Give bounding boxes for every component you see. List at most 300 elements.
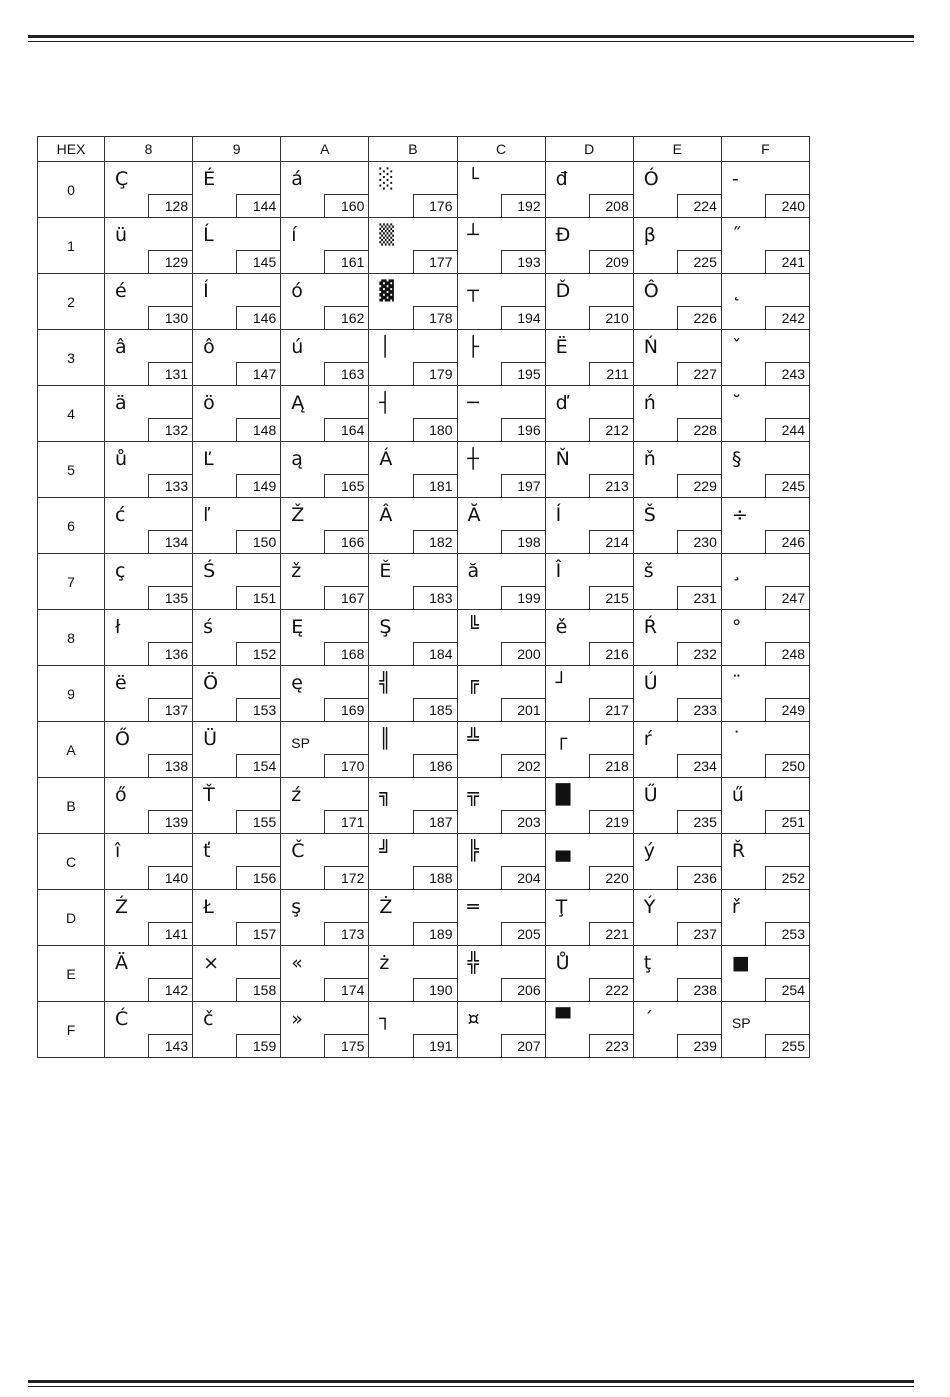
char-cell (721, 610, 809, 666)
decimal-code: 159 (236, 1034, 280, 1057)
char-cell (633, 722, 721, 778)
decimal-code: 198 (501, 530, 545, 553)
char-glyph: Ň (555, 448, 570, 470)
char-glyph: ╦ (467, 784, 479, 806)
decimal-code: 231 (677, 586, 721, 609)
char-cell (193, 162, 281, 218)
decimal-code: 229 (677, 474, 721, 497)
row-hex-label: 5 (38, 442, 105, 498)
decimal-code: 161 (324, 250, 368, 273)
char-glyph: « (291, 952, 303, 974)
char-cell (369, 890, 457, 946)
char-glyph: β (643, 224, 656, 246)
row-hex-label: F (38, 1002, 105, 1058)
char-cell (281, 274, 369, 330)
decimal-code: 187 (413, 810, 457, 833)
decimal-code: 220 (589, 866, 633, 889)
decimal-code: 128 (148, 194, 192, 217)
decimal-code: 251 (765, 810, 809, 833)
char-cell (633, 386, 721, 442)
char-glyph: ├ (467, 336, 479, 358)
char-glyph: ű (731, 784, 744, 806)
char-glyph: É (203, 168, 216, 190)
char-cell (193, 330, 281, 386)
char-cell (633, 946, 721, 1002)
char-cell (105, 722, 193, 778)
decimal-code: 180 (413, 418, 457, 441)
decimal-code: 210 (589, 306, 633, 329)
char-glyph: ž (291, 560, 302, 582)
char-cell (721, 946, 809, 1002)
char-cell (105, 890, 193, 946)
char-cell (105, 442, 193, 498)
decimal-code: 149 (236, 474, 280, 497)
char-cell (457, 274, 545, 330)
decimal-code: 137 (148, 698, 192, 721)
char-glyph: ■ (731, 952, 750, 974)
decimal-code: 200 (501, 642, 545, 665)
char-cell (369, 218, 457, 274)
decimal-code: 253 (765, 922, 809, 945)
decimal-code: 201 (501, 698, 545, 721)
char-cell (545, 890, 633, 946)
char-glyph: ┴ (467, 224, 479, 246)
decimal-code: 173 (324, 922, 368, 945)
char-glyph: Ć (115, 1008, 129, 1030)
char-cell (193, 666, 281, 722)
decimal-code: 250 (765, 754, 809, 777)
char-cell (633, 442, 721, 498)
char-cell (193, 946, 281, 1002)
char-glyph: đ (555, 168, 568, 190)
char-cell (105, 218, 193, 274)
column-header: D (545, 137, 633, 162)
char-glyph: Ý (643, 896, 656, 918)
char-glyph: é (115, 280, 127, 302)
char-cell (369, 722, 457, 778)
decimal-code: 181 (413, 474, 457, 497)
char-cell (721, 834, 809, 890)
decimal-code: 174 (324, 978, 368, 1001)
row-hex-label: 1 (38, 218, 105, 274)
char-glyph: ř (731, 896, 740, 918)
char-cell (193, 274, 281, 330)
char-glyph: ╣ (379, 672, 391, 694)
decimal-code: 218 (589, 754, 633, 777)
table-row (38, 162, 810, 218)
char-cell (281, 1002, 369, 1058)
char-cell (281, 610, 369, 666)
decimal-code: 176 (413, 194, 457, 217)
row-hex-label: 3 (38, 330, 105, 386)
char-glyph: š (643, 560, 654, 582)
char-cell (721, 722, 809, 778)
decimal-code: 186 (413, 754, 457, 777)
char-glyph: ˛ (731, 280, 742, 302)
decimal-code: 236 (677, 866, 721, 889)
char-glyph: ň (643, 448, 656, 470)
char-cell (281, 498, 369, 554)
char-cell (721, 554, 809, 610)
char-glyph: ď (555, 392, 568, 414)
char-glyph: █ (555, 784, 571, 806)
char-cell (545, 834, 633, 890)
char-cell (545, 442, 633, 498)
row-hex-label: 0 (38, 162, 105, 218)
decimal-code: 191 (413, 1034, 457, 1057)
decimal-code: 255 (765, 1034, 809, 1057)
column-header: A (281, 137, 369, 162)
char-cell (105, 386, 193, 442)
decimal-code: 146 (236, 306, 280, 329)
char-glyph: ˝ (731, 224, 742, 246)
decimal-code: 224 (677, 194, 721, 217)
char-cell (193, 554, 281, 610)
char-cell (545, 778, 633, 834)
char-cell (457, 330, 545, 386)
decimal-code: 160 (324, 194, 368, 217)
decimal-code: 167 (324, 586, 368, 609)
char-glyph: Ő (115, 728, 130, 750)
decimal-code: 215 (589, 586, 633, 609)
char-glyph: ┘ (555, 672, 568, 694)
char-cell (633, 610, 721, 666)
char-cell (369, 162, 457, 218)
decimal-code: 221 (589, 922, 633, 945)
char-glyph: ─ (467, 392, 479, 414)
char-glyph: ▄ (555, 840, 571, 862)
char-glyph: Ř (731, 840, 746, 862)
char-cell (369, 1002, 457, 1058)
decimal-code: 171 (324, 810, 368, 833)
char-cell (369, 330, 457, 386)
char-cell (193, 218, 281, 274)
table-row (38, 722, 810, 778)
decimal-code: 213 (589, 474, 633, 497)
table-row (38, 498, 810, 554)
char-glyph: ę (291, 672, 303, 694)
char-glyph: ▒ (379, 224, 394, 246)
char-glyph: ˘ (731, 392, 742, 414)
decimal-code: 247 (765, 586, 809, 609)
table-row (38, 554, 810, 610)
table-row (38, 778, 810, 834)
decimal-code: 138 (148, 754, 192, 777)
decimal-code: 194 (501, 306, 545, 329)
decimal-code: 136 (148, 642, 192, 665)
char-glyph: Ä (115, 952, 128, 974)
char-cell (721, 442, 809, 498)
char-cell (633, 218, 721, 274)
table-row (38, 218, 810, 274)
char-glyph: ţ (643, 952, 652, 974)
char-cell (193, 890, 281, 946)
char-cell (721, 386, 809, 442)
char-glyph: Ş (379, 616, 392, 638)
decimal-code: 182 (413, 530, 457, 553)
char-glyph: â (115, 336, 127, 358)
char-glyph: ŕ (643, 728, 652, 750)
char-glyph: Ă (467, 504, 481, 526)
character-code-table (37, 136, 810, 1058)
char-glyph: Ĺ (203, 224, 214, 246)
char-cell (369, 610, 457, 666)
char-cell (633, 778, 721, 834)
char-cell (457, 834, 545, 890)
char-cell (545, 274, 633, 330)
decimal-code: 243 (765, 362, 809, 385)
decimal-code: 148 (236, 418, 280, 441)
char-cell (457, 442, 545, 498)
char-glyph: SP (731, 1015, 751, 1031)
decimal-code: 217 (589, 698, 633, 721)
char-cell (633, 498, 721, 554)
char-glyph: ş (291, 896, 302, 918)
decimal-code: 170 (324, 754, 368, 777)
char-cell (545, 162, 633, 218)
decimal-code: 177 (413, 250, 457, 273)
table-row (38, 274, 810, 330)
decimal-code: 209 (589, 250, 633, 273)
char-cell (457, 610, 545, 666)
char-cell (193, 778, 281, 834)
char-cell (369, 554, 457, 610)
decimal-code: 233 (677, 698, 721, 721)
decimal-code: 179 (413, 362, 457, 385)
bottom-rule-thin (28, 1386, 914, 1387)
decimal-code: 189 (413, 922, 457, 945)
char-glyph: ä (115, 392, 127, 414)
char-glyph: Ů (555, 952, 570, 974)
row-hex-label: E (38, 946, 105, 1002)
char-cell (105, 162, 193, 218)
char-cell (193, 610, 281, 666)
decimal-code: 139 (148, 810, 192, 833)
decimal-code: 222 (589, 978, 633, 1001)
char-cell (193, 834, 281, 890)
char-glyph: § (731, 448, 742, 470)
char-glyph: ╚ (467, 616, 479, 638)
char-cell (369, 274, 457, 330)
char-cell (457, 890, 545, 946)
char-glyph: ╔ (467, 672, 479, 694)
column-header-row (38, 137, 810, 162)
char-cell (721, 162, 809, 218)
char-glyph: Ű (643, 784, 658, 806)
decimal-code: 252 (765, 866, 809, 889)
char-glyph: Ł (203, 896, 214, 918)
decimal-code: 145 (236, 250, 280, 273)
char-cell (457, 386, 545, 442)
char-glyph: ć (115, 504, 126, 526)
decimal-code: 135 (148, 586, 192, 609)
char-glyph: ¤ (467, 1008, 480, 1030)
char-glyph: ö (203, 392, 215, 414)
column-header: 9 (193, 137, 281, 162)
char-cell (633, 666, 721, 722)
char-glyph: ° (731, 616, 742, 638)
char-cell (369, 442, 457, 498)
decimal-code: 195 (501, 362, 545, 385)
char-glyph: ╩ (467, 728, 479, 750)
decimal-code: 152 (236, 642, 280, 665)
char-cell (633, 1002, 721, 1058)
char-glyph: ł (115, 616, 121, 638)
char-glyph: Á (379, 448, 393, 470)
column-header: B (369, 137, 457, 162)
decimal-code: 150 (236, 530, 280, 553)
decimal-code: 206 (501, 978, 545, 1001)
decimal-code: 175 (324, 1034, 368, 1057)
char-glyph: ´ (643, 1008, 654, 1030)
decimal-code: 193 (501, 250, 545, 273)
char-glyph: Ď (555, 280, 571, 302)
decimal-code: 234 (677, 754, 721, 777)
decimal-code: 190 (413, 978, 457, 1001)
char-glyph: Ö (203, 672, 219, 694)
char-glyph: ë (115, 672, 127, 694)
char-glyph: Ś (203, 560, 216, 582)
decimal-code: 142 (148, 978, 192, 1001)
decimal-code: 240 (765, 194, 809, 217)
char-glyph: ┤ (379, 392, 391, 414)
char-glyph: Ŕ (643, 616, 657, 638)
decimal-code: 211 (589, 362, 633, 385)
char-glyph: ˇ (731, 336, 742, 358)
decimal-code: 147 (236, 362, 280, 385)
char-cell (457, 554, 545, 610)
decimal-code: 228 (677, 418, 721, 441)
char-glyph: ╝ (379, 840, 391, 862)
char-cell (545, 722, 633, 778)
char-cell (545, 218, 633, 274)
char-glyph: ▓ (379, 280, 394, 302)
char-glyph: Ë (555, 336, 568, 358)
decimal-code: 183 (413, 586, 457, 609)
char-cell (281, 722, 369, 778)
table-row (38, 330, 810, 386)
decimal-code: 248 (765, 642, 809, 665)
char-cell (633, 834, 721, 890)
char-cell (721, 778, 809, 834)
char-cell (281, 834, 369, 890)
table-row (38, 834, 810, 890)
decimal-code: 143 (148, 1034, 192, 1057)
row-hex-label: 8 (38, 610, 105, 666)
decimal-code: 203 (501, 810, 545, 833)
column-header: 8 (105, 137, 193, 162)
char-glyph: ╗ (379, 784, 391, 806)
decimal-code: 164 (324, 418, 368, 441)
char-cell (545, 386, 633, 442)
decimal-code: 239 (677, 1034, 721, 1057)
char-glyph: ç (115, 560, 126, 582)
decimal-code: 178 (413, 306, 457, 329)
column-header: E (633, 137, 721, 162)
decimal-code: 163 (324, 362, 368, 385)
char-cell (281, 386, 369, 442)
char-glyph: Ń (643, 336, 658, 358)
char-cell (105, 834, 193, 890)
decimal-code: 208 (589, 194, 633, 217)
decimal-code: 205 (501, 922, 545, 945)
decimal-code: 196 (501, 418, 545, 441)
char-cell (281, 778, 369, 834)
char-glyph: Ç (115, 168, 129, 190)
char-glyph: Ľ (203, 448, 214, 470)
decimal-code: 133 (148, 474, 192, 497)
table-row (38, 442, 810, 498)
decimal-code: 131 (148, 362, 192, 385)
char-cell (193, 386, 281, 442)
char-glyph: ║ (379, 728, 391, 750)
char-glyph: č (203, 1008, 214, 1030)
char-cell (721, 274, 809, 330)
column-header: F (721, 137, 809, 162)
top-rule (28, 35, 914, 38)
decimal-code: 134 (148, 530, 192, 553)
row-hex-label: 2 (38, 274, 105, 330)
char-glyph: Ô (643, 280, 659, 302)
table-row (38, 666, 810, 722)
char-glyph: ż (379, 952, 390, 974)
decimal-code: 165 (324, 474, 368, 497)
decimal-code: 223 (589, 1034, 633, 1057)
char-cell (721, 1002, 809, 1058)
char-glyph: ¨ (731, 672, 742, 694)
char-cell (369, 666, 457, 722)
decimal-code: 188 (413, 866, 457, 889)
char-cell (105, 778, 193, 834)
char-glyph: × (203, 952, 220, 974)
decimal-code: 153 (236, 698, 280, 721)
char-glyph: ô (203, 336, 215, 358)
decimal-code: 204 (501, 866, 545, 889)
char-cell (281, 162, 369, 218)
char-glyph: ý (643, 840, 655, 862)
char-cell (105, 274, 193, 330)
char-glyph: ľ (203, 504, 211, 526)
decimal-code: 212 (589, 418, 633, 441)
char-glyph: ă (467, 560, 480, 582)
char-cell (545, 946, 633, 1002)
char-glyph: Ó (643, 168, 659, 190)
char-glyph: Ţ (555, 896, 568, 918)
char-glyph: á (291, 168, 303, 190)
char-glyph: Č (291, 840, 305, 862)
row-hex-label: 7 (38, 554, 105, 610)
column-header: C (457, 137, 545, 162)
char-glyph: ═ (467, 896, 479, 918)
char-cell (369, 946, 457, 1002)
table-row (38, 386, 810, 442)
char-cell (633, 554, 721, 610)
decimal-code: 154 (236, 754, 280, 777)
char-cell (369, 834, 457, 890)
char-glyph: ░ (379, 168, 394, 190)
char-cell (105, 666, 193, 722)
char-cell (281, 330, 369, 386)
char-cell (545, 1002, 633, 1058)
decimal-code: 230 (677, 530, 721, 553)
char-glyph: ¸ (731, 560, 742, 582)
decimal-code: 207 (501, 1034, 545, 1057)
char-glyph: Ú (643, 672, 658, 694)
decimal-code: 172 (324, 866, 368, 889)
char-cell (721, 330, 809, 386)
char-glyph: SP (291, 735, 310, 751)
decimal-code: 157 (236, 922, 280, 945)
